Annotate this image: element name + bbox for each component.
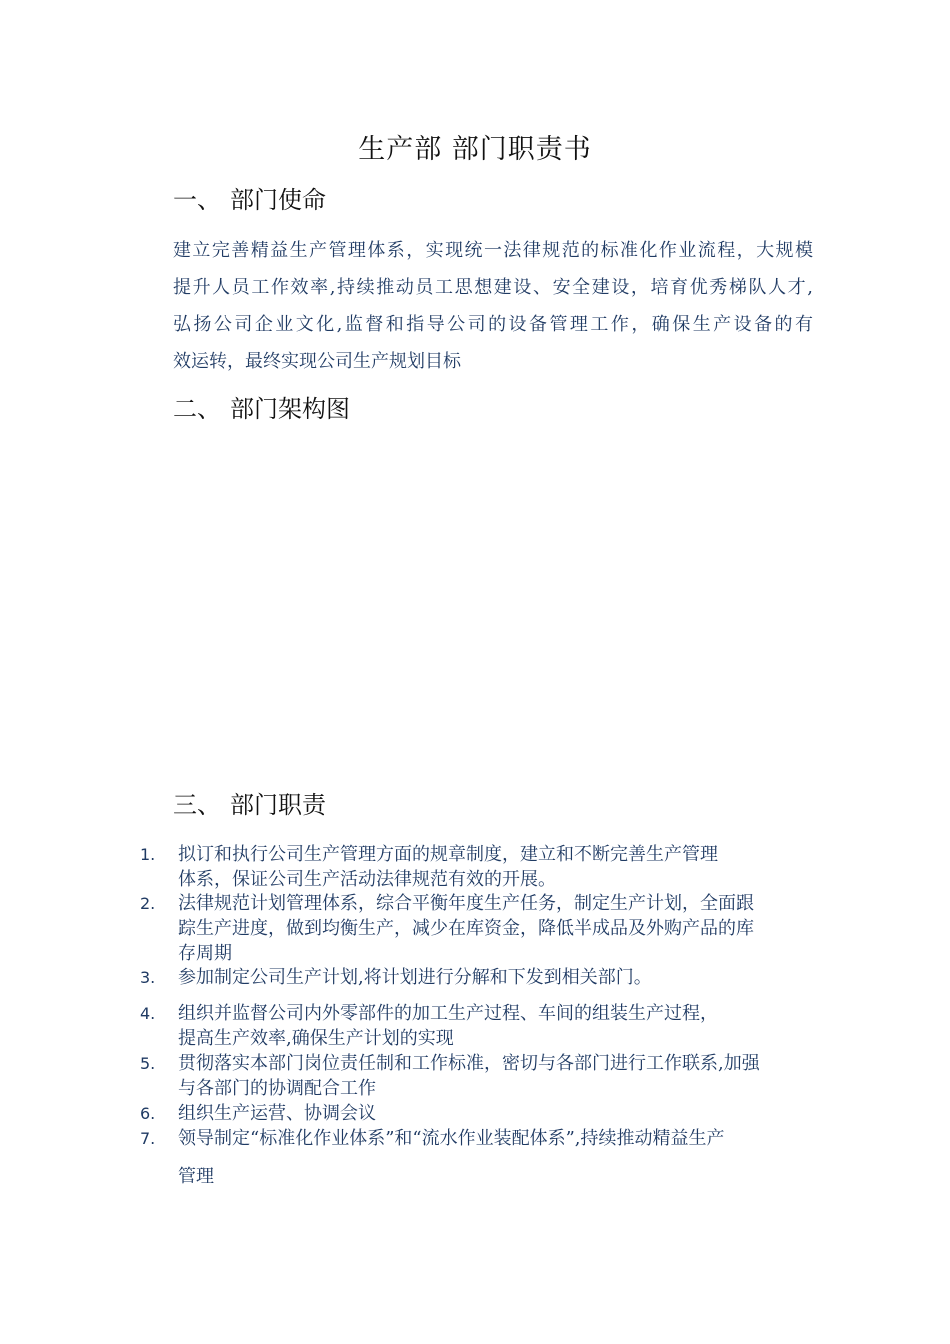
duty-line: 踪生产进度，做到均衡生产，减少在库资金，降低半成品及外购产品的库 — [178, 918, 754, 939]
duty-line: 参加制定公司生产计划,将计划进行分解和下发到相关部门。 — [178, 967, 652, 988]
duty-number: 7. — [140, 1129, 156, 1148]
section-heading-mission — [173, 184, 326, 216]
section-number: 三、 — [173, 791, 221, 819]
duty-text — [178, 1126, 803, 1189]
section-number: 一、 — [173, 186, 221, 214]
section-title: 部门使命 — [230, 186, 326, 214]
document-title: 生产部 部门职责书 — [358, 134, 592, 165]
duty-line: 存周期 — [178, 943, 232, 964]
duty-number: 2. — [140, 894, 156, 913]
org-chart-placeholder — [173, 440, 813, 770]
duty-line: 与各部门的协调配合工作 — [178, 1078, 376, 1099]
duty-text — [178, 965, 803, 990]
duty-line: 拟订和执行公司生产管理方面的规章制度，建立和不断完善生产管理 — [178, 844, 718, 865]
section-heading-org-chart — [173, 393, 350, 425]
duty-line: 组织并监督公司内外零部件的加工生产过程、车间的组装生产过程， — [178, 1003, 718, 1024]
duty-text — [178, 1051, 803, 1101]
duty-text — [178, 1101, 803, 1126]
duty-number: 1. — [140, 845, 156, 864]
section-number: 二、 — [173, 395, 221, 423]
duty-number: 3. — [140, 968, 156, 987]
duty-line: 管理 — [178, 1166, 214, 1187]
duty-number: 6. — [140, 1104, 156, 1123]
mission-line: 效运转，最终实现公司生产规划目标 — [173, 351, 461, 372]
duty-line: 贯彻落实本部门岗位责任制和工作标准，密切与各部门进行工作联系,加强 — [178, 1053, 760, 1074]
duty-text — [178, 842, 803, 892]
mission-line: 建立完善精益生产管理体系，实现统一法律规范的标准化作业流程，大规模 — [173, 240, 813, 261]
duty-line: 领导制定“标准化作业体系”和“流水作业装配体系”,持续推动精益生产 — [178, 1128, 725, 1149]
mission-line: 提升人员工作效率,持续推动员工思想建设、安全建设，培育优秀梯队人才, — [173, 277, 813, 298]
duty-text — [178, 1001, 803, 1051]
mission-line: 弘扬公司企业文化,监督和指导公司的设备管理工作，确保生产设备的有 — [173, 314, 813, 335]
duty-text — [178, 891, 803, 966]
duty-number: 4. — [140, 1004, 156, 1023]
duty-line: 法律规范计划管理体系，综合平衡年度生产任务，制定生产计划，全面跟 — [178, 893, 754, 914]
duty-line: 组织生产运营、协调会议 — [178, 1103, 376, 1124]
duty-line: 体系，保证公司生产活动法律规范有效的开展。 — [178, 869, 556, 890]
mission-paragraph — [173, 232, 813, 380]
duty-number: 5. — [140, 1054, 156, 1073]
duty-line: 提高生产效率,确保生产计划的实现 — [178, 1028, 454, 1049]
section-title: 部门职责 — [230, 791, 326, 819]
section-heading-duties — [173, 789, 326, 821]
section-title: 部门架构图 — [230, 395, 350, 423]
